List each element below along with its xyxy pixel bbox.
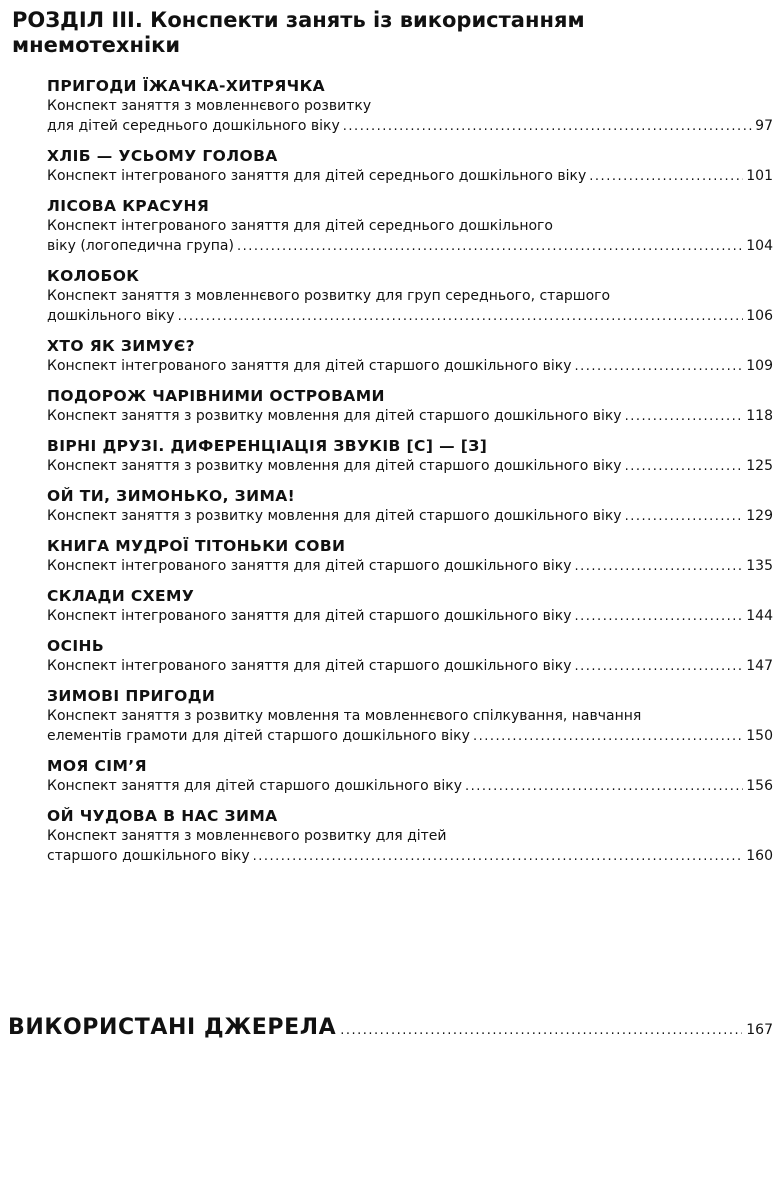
toc-entry-description: Конспект заняття з розвитку мовлення для дітей старшого дошкільного віку	[47, 458, 622, 474]
dot-leader	[237, 237, 743, 257]
toc-entry-description: старшого дошкільного віку	[47, 848, 250, 864]
toc-entry-page-number: 125	[746, 458, 773, 474]
toc-entry-description: Конспект заняття з розвитку мовлення та мовленнєвого спілкування, навчання	[47, 708, 642, 724]
toc-entry-title: КОЛОБОК	[47, 267, 140, 285]
toc-entry-title: ПРИГОДИ ЇЖАЧКА-ХИТРЯЧКА	[47, 77, 326, 95]
toc-entry-page-number: 101	[746, 168, 773, 184]
toc-entry-description: Конспект інтегрованого заняття для дітей середнього дошкільного віку	[47, 168, 587, 184]
toc-entry-title: ХЛІБ — УСЬОМУ ГОЛОВА	[47, 147, 278, 165]
toc-entry-title: ВІРНІ ДРУЗІ. ДИФЕРЕНЦІАЦІЯ ЗВУКІВ [С] — [З]	[47, 437, 488, 455]
dot-leader	[575, 357, 744, 377]
toc-entry[interactable]	[47, 806, 773, 867]
toc-entry-page-number: 97	[755, 118, 773, 134]
toc-entry-description: елементів грамоти для дітей старшого дошкільного віку	[47, 728, 470, 744]
toc-entry-leader-line	[47, 846, 773, 867]
toc-entry-leader-line	[47, 726, 773, 747]
toc-entry-page-number: 160	[746, 848, 773, 864]
toc-entry-page-number: 135	[746, 558, 773, 574]
sources-title: ВИКОРИСТАНІ ДЖЕРЕЛА	[8, 1015, 337, 1040]
toc-entry-title: ОСІНЬ	[47, 637, 105, 655]
toc-entry-leader-line	[47, 356, 773, 377]
toc-entry-leader-line	[47, 306, 773, 327]
toc-entry-title: ОЙ ЧУДОВА В НАС ЗИМА	[47, 807, 278, 825]
toc-entry-title: КНИГА МУДРОЇ ТІТОНЬКИ СОВИ	[47, 537, 346, 555]
toc-entry[interactable]	[47, 196, 773, 257]
section-title: РОЗДІЛ ІІІ. Конспекти занять із використанням мнемотехніки	[12, 8, 585, 57]
toc-entry-leader-line	[47, 406, 773, 427]
dot-leader	[253, 847, 744, 867]
dot-leader	[625, 407, 744, 427]
dot-leader	[473, 727, 743, 747]
toc-entry-page-number: 129	[746, 508, 773, 524]
toc-entry-leader-line	[47, 556, 773, 577]
toc-entry-title: ЗИМОВІ ПРИГОДИ	[47, 687, 216, 705]
toc-entry-title: МОЯ СІМ’Я	[47, 757, 147, 775]
toc-entry-description: Конспект заняття з розвитку мовлення для дітей старшого дошкільного віку	[47, 408, 622, 424]
toc-entry-description: Конспект інтегрованого заняття для дітей старшого дошкільного віку	[47, 608, 572, 624]
dot-leader	[575, 557, 744, 577]
toc-entry-page-number: 104	[746, 238, 773, 254]
toc-entry-leader-line	[47, 456, 773, 477]
toc-entry[interactable]	[47, 586, 773, 627]
toc-entry[interactable]	[47, 436, 773, 477]
dot-leader	[589, 167, 743, 187]
toc-entry-leader-line	[47, 606, 773, 627]
toc-entry-title: ЛІСОВА КРАСУНЯ	[47, 197, 210, 215]
toc-entry[interactable]	[47, 146, 773, 187]
toc-entry-leader-line	[47, 656, 773, 677]
toc-entry-description: Конспект заняття з мовленнєвого розвитку для дітей	[47, 828, 447, 844]
toc-entry-leader-line	[47, 506, 773, 527]
dot-leader	[343, 117, 752, 137]
toc-entry-page-number: 118	[746, 408, 773, 424]
toc-entry-leader-line	[47, 116, 773, 137]
dot-leader	[340, 1023, 742, 1038]
toc-entry-title: ОЙ ТИ, ЗИМОНЬКО, ЗИМА!	[47, 487, 296, 505]
toc-entry[interactable]	[47, 386, 773, 427]
toc-entry-leader-line	[47, 236, 773, 257]
toc-entry-title: ХТО ЯК ЗИМУЄ?	[47, 337, 196, 355]
toc-entry[interactable]	[47, 756, 773, 797]
toc-entry[interactable]	[47, 76, 773, 137]
dot-leader	[178, 307, 744, 327]
toc-entry-description: Конспект заняття з розвитку мовлення для дітей старшого дошкільного віку	[47, 508, 622, 524]
toc-entry-description: дошкільного віку	[47, 308, 175, 324]
dot-leader	[465, 777, 743, 797]
toc-entry-description: віку (логопедична група)	[47, 238, 234, 254]
toc-entry[interactable]	[47, 336, 773, 377]
toc-entry[interactable]	[47, 486, 773, 527]
toc-entry[interactable]	[47, 266, 773, 327]
toc-entry-description: Конспект заняття з мовленнєвого розвитку	[47, 98, 372, 114]
table-of-contents	[47, 76, 773, 876]
sources-entry[interactable]	[8, 1015, 773, 1040]
toc-entry-title: СКЛАДИ СХЕМУ	[47, 587, 195, 605]
toc-entry-page-number: 144	[746, 608, 773, 624]
toc-entry-page-number: 150	[746, 728, 773, 744]
dot-leader	[575, 657, 744, 677]
toc-entry-leader-line	[47, 166, 773, 187]
toc-entry-page-number: 156	[746, 778, 773, 794]
toc-entry[interactable]	[47, 536, 773, 577]
toc-entry-title: ПОДОРОЖ ЧАРІВНИМИ ОСТРОВАМИ	[47, 387, 385, 405]
toc-entry-description: Конспект інтегрованого заняття для дітей середнього дошкільного	[47, 218, 553, 234]
toc-entry[interactable]	[47, 686, 773, 747]
dot-leader	[575, 607, 744, 627]
toc-entry-leader-line	[47, 776, 773, 797]
toc-entry-description: Конспект інтегрованого заняття для дітей старшого дошкільного віку	[47, 658, 572, 674]
sources-page-number: 167	[746, 1022, 773, 1038]
toc-entry-page-number: 106	[746, 308, 773, 324]
dot-leader	[625, 457, 744, 477]
toc-entry-page-number: 147	[746, 658, 773, 674]
toc-entry-description: Конспект інтегрованого заняття для дітей старшого дошкільного віку	[47, 358, 572, 374]
toc-entry-description: для дітей середнього дошкільного віку	[47, 118, 340, 134]
toc-entry[interactable]	[47, 636, 773, 677]
toc-entry-description: Конспект заняття з мовленнєвого розвитку для груп середнього, старшого	[47, 288, 611, 304]
dot-leader	[625, 507, 744, 527]
toc-entry-description: Конспект заняття для дітей старшого дошкільного віку	[47, 778, 462, 794]
toc-entry-description: Конспект інтегрованого заняття для дітей старшого дошкільного віку	[47, 558, 572, 574]
toc-entry-page-number: 109	[746, 358, 773, 374]
